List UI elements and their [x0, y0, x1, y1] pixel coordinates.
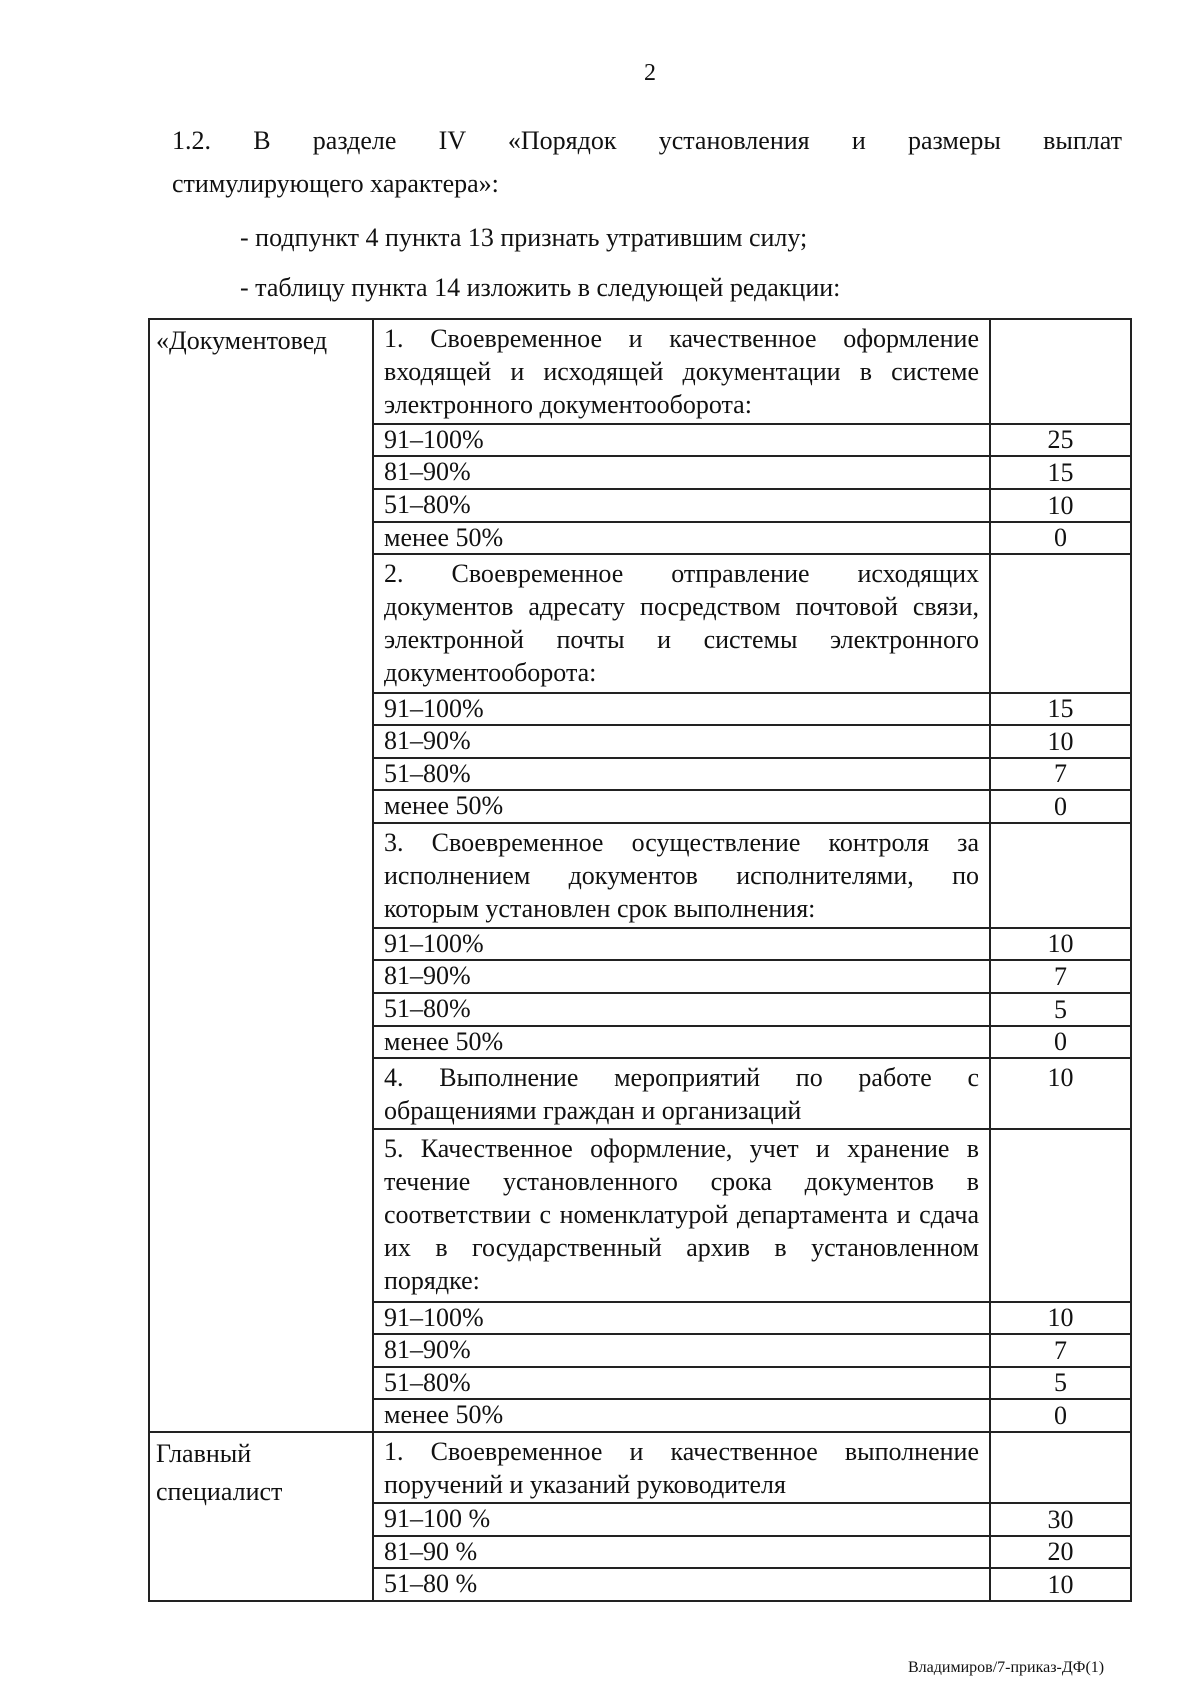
range-points: 20 [990, 1536, 1131, 1569]
range-label: 51–80 % [373, 1568, 990, 1601]
range-label: менее 50% [373, 522, 990, 555]
intro-line-1: 1.2. В разделе IV «Порядок установления и размеры выплат [172, 126, 1122, 155]
range-label: 91–100% [373, 1302, 990, 1335]
criterion-points [990, 319, 1131, 424]
range-label: 81–90% [373, 960, 990, 993]
range-points: 7 [990, 960, 1131, 993]
position-name: Главный специалист [149, 1432, 373, 1601]
range-label: 91–100% [373, 693, 990, 726]
range-label: 51–80% [373, 993, 990, 1026]
intro-line-4: - таблицу пункта 14 изложить в следующей редакции: [240, 273, 841, 302]
intro-line-2: стимулирующего характера»: [172, 169, 499, 198]
criterion-title: 2. Своевременное отправление исходящих документов адресату посредством почтовой связи, электронной почты и системы электронного документооборота: [373, 554, 990, 692]
criterion-title: 1. Своевременное и качественное оформление входящей и исходящей документации в системе электронного документооборота: [373, 319, 990, 424]
range-points: 15 [990, 456, 1131, 489]
criterion-points [990, 1129, 1131, 1301]
criterion-title: 5. Качественное оформление, учет и хранение в течение установленного срока документов в соответствии с номенклатурой департамента и сдача их в государственный архив в установленном порядке: [373, 1129, 990, 1301]
range-points: 7 [990, 758, 1131, 791]
range-points: 10 [990, 725, 1131, 758]
criterion-title: 4. Выполнение мероприятий по работе с обращениями граждан и организаций [373, 1058, 990, 1129]
range-points: 10 [990, 928, 1131, 961]
page-number: 2 [644, 60, 656, 86]
criterion-row [149, 319, 1131, 424]
range-points: 0 [990, 522, 1131, 555]
criterion-points [990, 823, 1131, 928]
range-label: 51–80% [373, 489, 990, 522]
range-label: 91–100% [373, 424, 990, 457]
criterion-points [990, 554, 1131, 692]
range-points: 10 [990, 489, 1131, 522]
criterion-points [990, 1432, 1131, 1503]
range-label: 81–90% [373, 725, 990, 758]
range-label: 81–90% [373, 456, 990, 489]
position-name: «Документовед [149, 319, 373, 1432]
range-points: 15 [990, 693, 1131, 726]
range-label: 81–90 % [373, 1536, 990, 1569]
range-points: 10 [990, 1568, 1131, 1601]
range-label: 91–100% [373, 928, 990, 961]
document-footer-code: Владимиров/7-приказ-ДФ(1) [908, 1659, 1105, 1676]
range-points: 0 [990, 1399, 1131, 1432]
range-label: менее 50% [373, 1026, 990, 1059]
range-points: 7 [990, 1334, 1131, 1367]
range-label: менее 50% [373, 1399, 990, 1432]
range-label: 51–80% [373, 758, 990, 791]
range-label: менее 50% [373, 790, 990, 823]
range-points: 25 [990, 424, 1131, 457]
criterion-row [149, 1432, 1131, 1503]
range-points: 5 [990, 1367, 1131, 1400]
range-points: 5 [990, 993, 1131, 1026]
criterion-title: 1. Своевременное и качественное выполнение поручений и указаний руководителя [373, 1432, 990, 1503]
range-label: 51–80% [373, 1367, 990, 1400]
range-points: 30 [990, 1503, 1131, 1536]
range-label: 81–90% [373, 1334, 990, 1367]
criterion-title: 3. Своевременное осуществление контроля за исполнением документов исполнителями, по которым установлен срок выполнения: [373, 823, 990, 928]
range-points: 10 [990, 1302, 1131, 1335]
range-points: 0 [990, 1026, 1131, 1059]
range-label: 91–100 % [373, 1503, 990, 1536]
intro-line-3: - подпункт 4 пункта 13 признать утратившим силу; [240, 223, 808, 252]
criterion-points: 10 [990, 1058, 1131, 1129]
range-points: 0 [990, 790, 1131, 823]
criteria-table [148, 318, 1132, 1602]
